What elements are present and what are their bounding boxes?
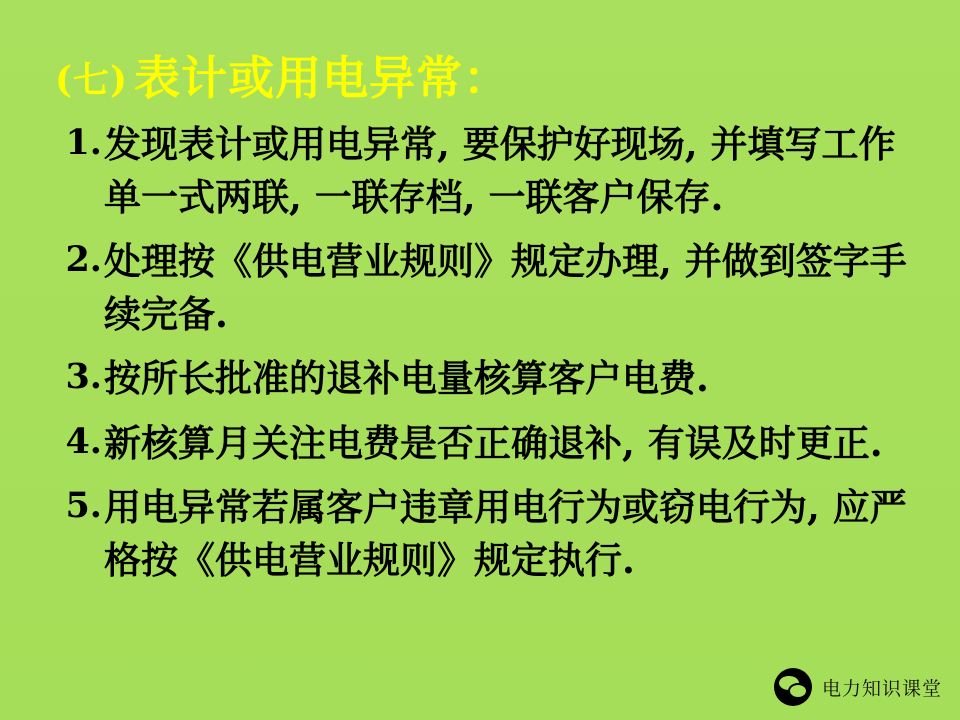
list-item xyxy=(60,481,910,586)
list-item xyxy=(60,235,910,340)
wechat-icon xyxy=(774,668,812,706)
content-list xyxy=(60,118,910,598)
list-item xyxy=(60,417,910,470)
watermark-label: 电力知识课堂 xyxy=(821,677,942,700)
list-item-text: 新核算月关注电费是否正确退补, 有误及时更正. xyxy=(104,420,883,465)
list-item-index: 1. xyxy=(65,122,102,163)
page-title xyxy=(55,42,510,108)
list-item-text: 处理按《供电营业规则》规定办理, 并做到签字手续完备. xyxy=(104,239,907,336)
list-item-text: 按所长批准的退补电量核算客户电费. xyxy=(104,356,709,401)
page-title-text: 表计或用电异常： xyxy=(134,51,511,105)
list-item-index: 2. xyxy=(65,239,102,281)
list-item-index: 5. xyxy=(65,485,102,527)
list-item-index: 4. xyxy=(65,420,102,462)
list-item-text: 发现表计或用电异常, 要保护好现场, 并填写工作单一式两联, 一联存档, 一联客户保存. xyxy=(104,122,896,219)
list-item xyxy=(60,118,910,223)
page-title-number: (七) xyxy=(55,59,129,101)
list-item-text: 用电异常若属客户违章用电行为或窃电行为, 应严格按《供电营业规则》规定执行. xyxy=(104,485,907,582)
watermark xyxy=(774,668,942,706)
list-item xyxy=(60,352,910,405)
list-item-index: 3. xyxy=(65,356,102,398)
